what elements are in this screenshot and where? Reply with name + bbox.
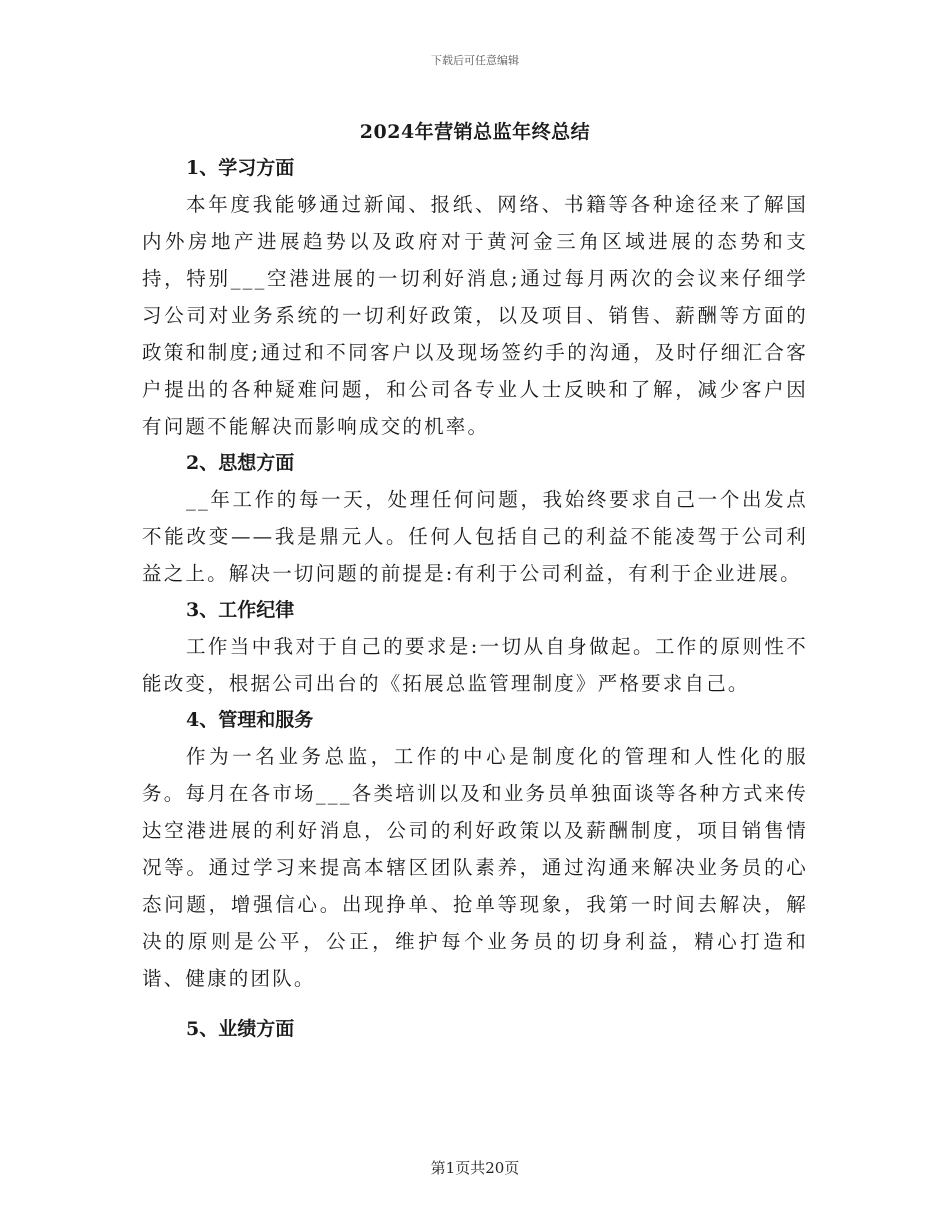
section-heading-management: 4、管理和服务 xyxy=(186,709,314,731)
section-paragraph-management: 作为一名业务总监，工作的中心是制度化的管理和人性化的服务。每月在各市场___各类培训以及和业务员单独面谈等各种方式来传达空港进展的利好消息，公司的利好政策以及薪酬制度，项目销售情况等。通过学习来提高本辖区团队素养，通过沟通来解决业务员的心态问题，增强信心。出现挣单、抢单等现象，我第一时间去解决，解决的原则是公平，公正，维护每个业务员的切身利益，精心打造和谐、健康的团队。 xyxy=(142,745,808,990)
page-header-note: 下载后可任意编辑 xyxy=(431,54,519,67)
document-title: 2024年营销总监年终总结 xyxy=(359,121,591,143)
section-heading-learning: 1、学习方面 xyxy=(186,157,295,179)
section-paragraph-discipline: 工作当中我对于自己的要求是:一切从自身做起。工作的原则性不能改变，根据公司出台的《拓展总监管理制度》严格要求自己。 xyxy=(142,635,808,695)
section-heading-performance: 5、业绩方面 xyxy=(186,1018,295,1040)
document-body xyxy=(142,150,808,1047)
section-paragraph-learning: 本年度我能够通过新闻、报纸、网络、书籍等各种途径来了解国内外房地产进展趋势以及政府对于黄河金三角区域进展的态势和支持，特别___空港进展的一切利好消息;通过每月两次的会议来仔细学习公司对业务系统的一切利好政策，以及项目、销售、薪酬等方面的政策和制度;通过和不同客户以及现场签约手的沟通，及时仔细汇合客户提出的各种疑难问题，和公司各专业人士反映和了解，减少客户因有问题不能解决而影响成交的机率。 xyxy=(142,193,808,438)
section-paragraph-thinking: __年工作的每一天，处理任何问题，我始终要求自己一个出发点不能改变——我是鼎元人。任何人包括自己的利益不能凌驾于公司利益之上。解决一切问题的前提是:有利于公司利益，有利于企业进展。 xyxy=(142,488,808,585)
section-heading-discipline: 3、工作纪律 xyxy=(186,599,295,621)
page-number: 第1页共20页 xyxy=(430,1159,520,1177)
section-heading-thinking: 2、思想方面 xyxy=(186,452,295,474)
